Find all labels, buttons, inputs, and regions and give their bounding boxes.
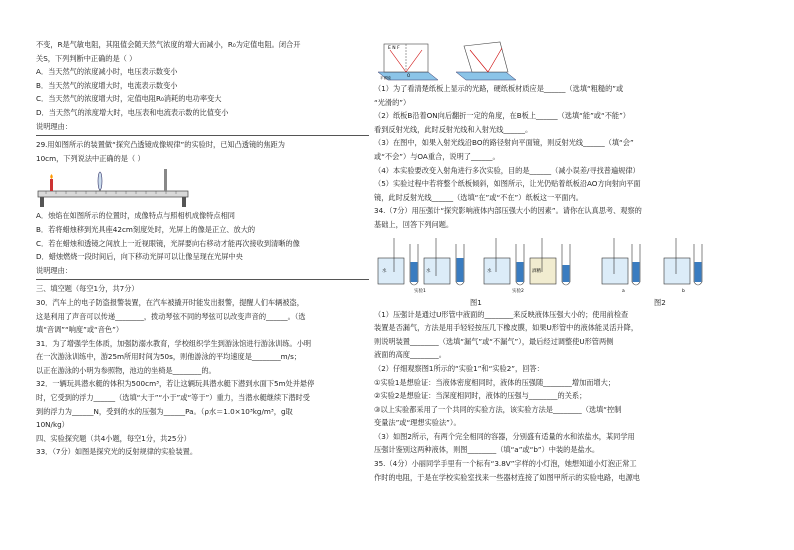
q29-option: C．若在蜡烛和透镜之间放上一近视眼镜，光屏要向右移动才能再次接收到清晰的像: [36, 238, 300, 248]
mirror-letters: E N F: [388, 46, 400, 51]
beaker-b-label: b: [682, 288, 685, 294]
q34-answer: 液面的高度________。: [374, 350, 446, 360]
q28-option: D．当天然气的浓度增大时，电压表和电流表示数的比值变小: [36, 107, 229, 117]
plane-mirror-label: 平面镜: [380, 76, 391, 80]
q30-text: 30．汽车上的电子防盗报警装置，在汽车被撬开时能发出报警，提醒人们车辆被盗，: [36, 297, 304, 307]
point-o-label: O: [407, 73, 411, 78]
q31-text: 以正在游泳的小明为参照物，池边的坐椅是________的。: [36, 365, 216, 375]
q34-answer: 变量法”或“理想实验法”）。: [374, 418, 461, 428]
q33-part: “光滑的”）: [374, 97, 411, 107]
water-label: 水: [426, 268, 431, 274]
alcohol-label: 酒精: [532, 268, 541, 274]
exam-page: [36, 38, 758, 538]
q30-text: 填“音调”“响度”或“音色”）: [36, 325, 124, 335]
q31-text: 在一次游泳训练中，游25m所用时间为50s，则他游泳的平均速度是________m/s；: [36, 352, 302, 362]
q33-part: （4）本实验要改变入射角进行多次实验，目的是______（减小误差/寻找普遍规律）: [374, 165, 640, 175]
answer-line: [36, 279, 369, 280]
q34-answer: 装置是否漏气，方法是用手轻轻按压几下橡皮膜，如果U形管中的液体能灵活升降，: [374, 323, 639, 333]
intro-line: 关S，下列判断中正确的是（ ）: [36, 53, 137, 63]
q32-text: 到的浮力为______N，受到的水的压强为______Pa。（ρ水＝1.0×10³kg/m³，g取: [36, 406, 293, 416]
section-heading: 三、填空题（每空1分，共7分）: [36, 284, 139, 294]
q33-part: 镜，此时反射光线______（选填“在”或“不在”）纸板这一平面内。: [374, 192, 583, 202]
q34-answer: （3）如图2所示，有两个完全相同的容器，分别盛有适量的水和浓盐水，某同学用: [374, 431, 635, 441]
q29-text: 29.用如图所示的装置做“探究凸透镜成像规律”的实验时，已知凸透镜的焦距为: [36, 140, 285, 150]
q33-part: （5）实验过程中若将整个纸板倾斜，如图所示，让光仍贴着纸板沿AO方向射向平面: [374, 179, 641, 189]
q34-answer: （1）压强计是通过U形管中液面的________来反映液体压强大小的；使用前检查: [374, 309, 629, 319]
water-label: 水: [487, 268, 492, 274]
q31-text: 31．为了增强学生体质，加强防溺水教育，学校组织学生到游泳馆进行游泳训练。小明: [36, 338, 312, 348]
q32-text: 10N/kg）: [36, 420, 69, 430]
q34-answer: （2）仔细观察图1所示的“实验1”和“实验2”，回答：: [374, 363, 544, 373]
q28-option: B．当天然气的浓度增大时，电流表示数变小: [36, 80, 178, 90]
fig1-caption: 图1: [470, 297, 482, 307]
intro-line: 不变，R是气敏电阻，其阻值会随天然气浓度的增大而减小，R₀为定值电阻。闭合开: [36, 40, 301, 49]
optical-bench-figure: [36, 165, 369, 209]
answer-line: [36, 135, 369, 136]
q29-option: D．蜡烛燃烧一段时间后，向下移动光屏可以让像呈现在光屏中央: [36, 252, 243, 262]
q28-option: A．当天然气的浓度减小时，电压表示数变小: [36, 67, 178, 77]
section-heading: 四、实验探究题（共4小题，每空1分，共25分）: [36, 433, 191, 443]
q33-part: （3）在图中，如果入射光线沿BO的路径射向平面镜，则反射光线______（填“会”: [374, 138, 634, 148]
optical-bench-icon: [36, 165, 196, 209]
q29-option: B．若将蜡烛移到光具座42cm刻度处时，光屏上的像是正立、放大的: [36, 224, 256, 234]
q34-answer: 则说明装置________（选填“漏气”或“不漏气”），最后经过调整使U形管两侧: [374, 336, 614, 346]
reflection-figure: [374, 38, 758, 82]
q32-text: 32．一辆玩具潜水艇的体积为500cm³，若让这辆玩具潜水艇下潜到水面下5m处并悬停: [36, 379, 315, 389]
q33-part: 或“不会”）与OA重合，说明了______。: [374, 151, 500, 161]
q29-text: 10cm，下列说法中正确的是（ ）: [36, 153, 145, 163]
left-column: [36, 38, 369, 459]
right-column: [374, 38, 758, 484]
pressure-experiment-icon: [374, 232, 758, 296]
q35-text: 35.（4分）小丽同学手里有一个标有“3.8V”字样的小灯泡，她想知道小灯泡正常工: [374, 459, 637, 469]
q30-text: 这是利用了声音可以传递________，拨动琴弦不同的琴弦可以改变声音的______。（选: [36, 311, 306, 321]
q35-text: 作时的电阻，于是在学校实验室找来一些器材连接了如图甲所示的实验电路，电源电: [374, 472, 640, 482]
q33-text: 33．（7分）如图是探究光的反射规律的实验装置。: [36, 447, 198, 457]
figure-captions: [374, 296, 758, 308]
q34-answer: ③以上实验都采用了一个共同的实验方法，该实验方法是________（选填“控制: [374, 404, 622, 414]
q34-text: 34.（7分）用压强计“探究影响液体内部压强大小的因素”。请你在认真思考、观察的: [374, 206, 642, 216]
q34-answer: ②实验2是想验证：当深度相同时，液体的压强与________的关系；: [374, 391, 587, 401]
exp1-label: 实验1: [414, 288, 426, 294]
q29-option: A．烛焰在如图所示的位置时，成像特点与照相机成像特点相同: [36, 211, 235, 221]
exp2-label: 实验2: [512, 288, 524, 294]
q33-part: （2）纸板B沿着ON向后翻折一定的角度，在B板上______（选填“能”或“不能”）: [374, 111, 630, 121]
explain-label: 说明理由：: [36, 265, 72, 275]
q33-part: （1）为了看清楚纸板上显示的光路，硬纸板材质应是______（选填“粗糙的”或: [374, 84, 624, 93]
q34-text: 基础上，回答下列问题。: [374, 219, 454, 229]
q28-option: C．当天然气的浓度增大时，定值电阻R₀消耗的电功率变大: [36, 94, 222, 104]
q34-answer: 压强计鉴别这两种液体，则图________（填“a”或“b”）中装的是盐水。: [374, 445, 600, 455]
mirror-diagram-icon: [374, 38, 524, 82]
fig2-caption: 图2: [654, 297, 666, 307]
q33-part: 看到反射光线，此时反射光线和入射光线______。: [374, 124, 533, 134]
water-label: 水: [382, 268, 387, 274]
q32-text: 时，它受到的浮力______（选填“大于”“小于”或“等于”）重力，当潜水艇继续下潜时受: [36, 393, 310, 403]
explain-label: 说明理由：: [36, 121, 72, 131]
beaker-a-label: a: [622, 288, 625, 294]
pressure-gauge-figure: [374, 232, 758, 296]
q34-answer: ①实验1是想验证：当液体密度相同时，液体的压强随________增加而增大；: [374, 377, 616, 387]
